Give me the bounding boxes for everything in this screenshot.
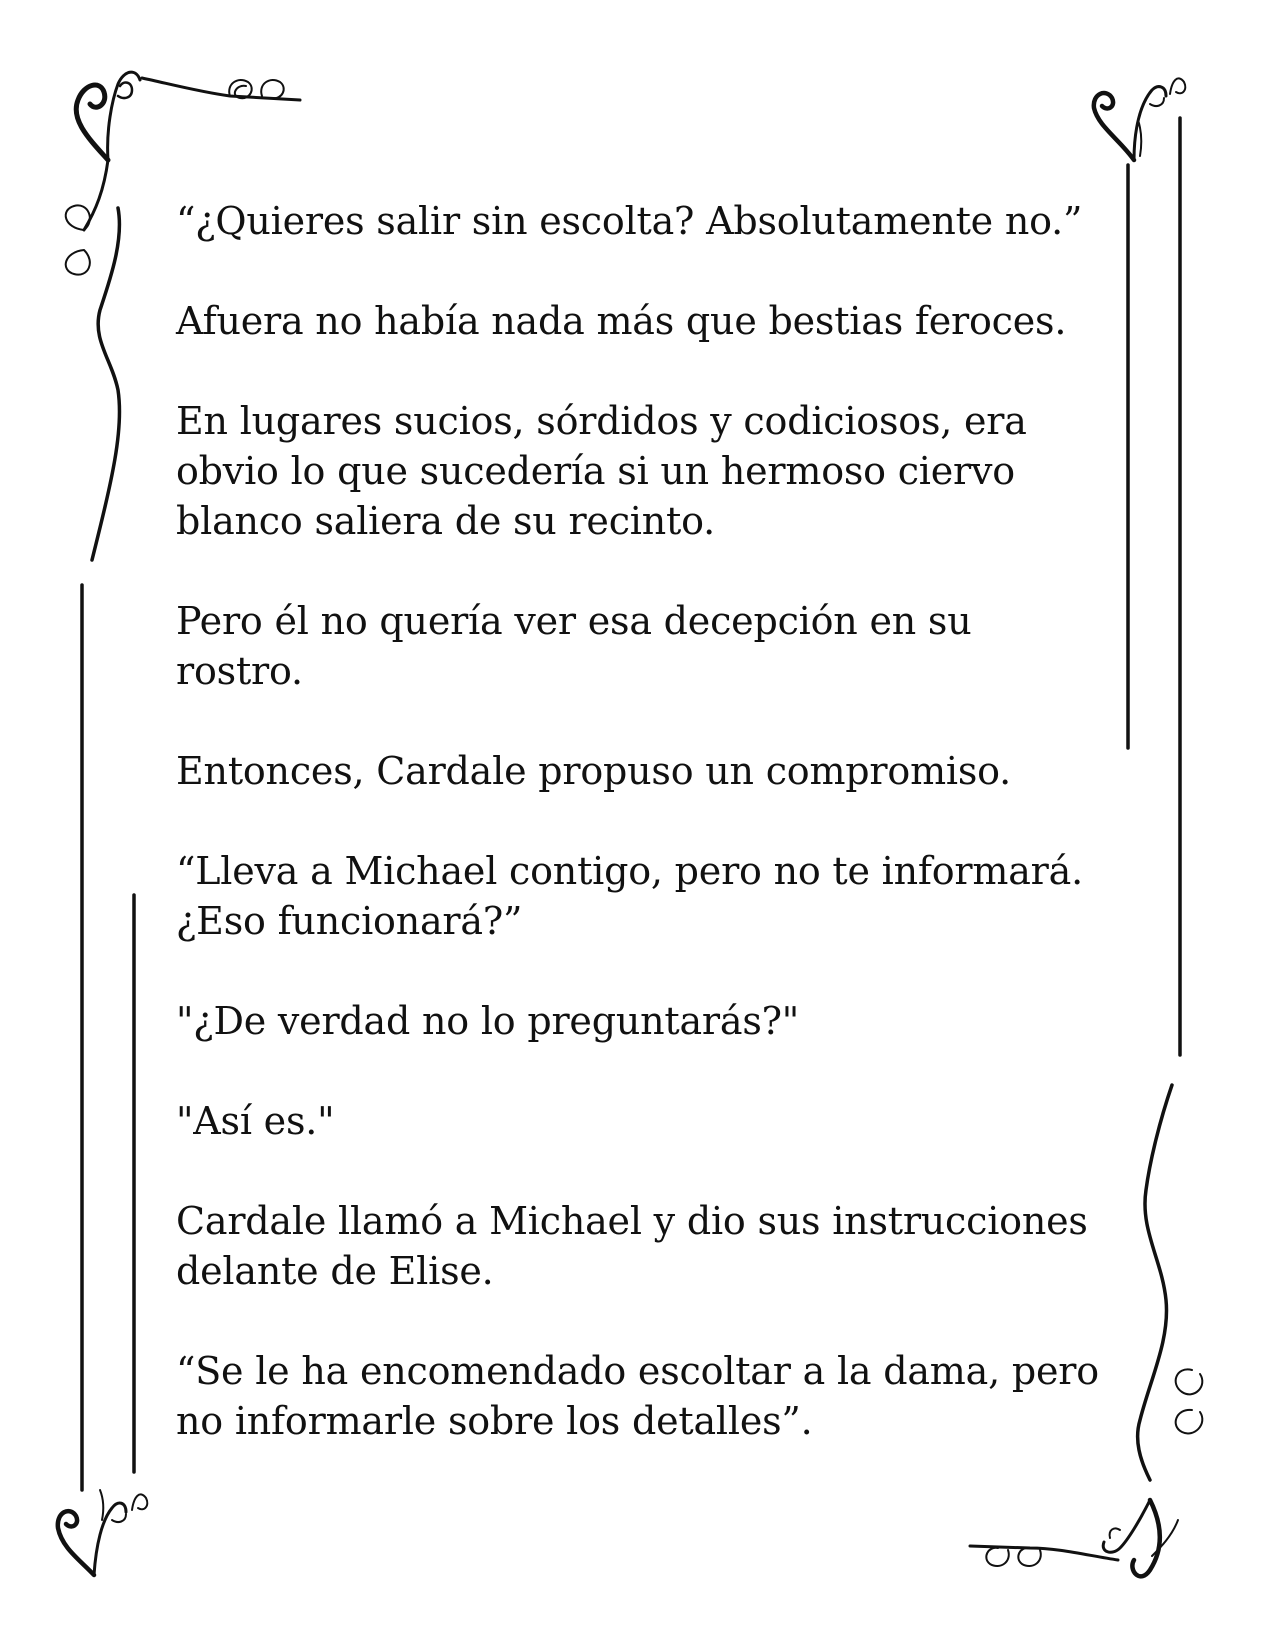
paragraph-3 xyxy=(176,396,1096,546)
paragraph-8 xyxy=(176,1096,1096,1146)
paragraph-5 xyxy=(176,746,1096,796)
paragraph-6 xyxy=(176,846,1096,946)
text-line: ¿Eso funcionará?” xyxy=(176,899,523,943)
text-line: En lugares sucios, sórdidos y codiciosos, era xyxy=(176,399,1027,443)
text-line: Afuera no había nada más que bestias feroces. xyxy=(176,299,1067,343)
text-line: “¿Quieres salir sin escolta? Absolutamente no.” xyxy=(176,199,1083,243)
top-right-flourish-icon xyxy=(1094,78,1185,160)
text-line: Cardale llamó a Michael y dio sus instrucciones xyxy=(176,1199,1088,1243)
bottom-left-flourish-icon xyxy=(58,1490,147,1575)
text-line: "Así es." xyxy=(176,1099,335,1143)
body-text xyxy=(176,196,1099,1496)
text-line: Pero él no quería ver esa decepción en su xyxy=(176,599,972,643)
text-line: “Lleva a Michael contigo, pero no te informará. xyxy=(176,849,1083,893)
text-line: obvio lo que sucedería si un hermoso ciervo xyxy=(176,449,1015,493)
paragraph-10 xyxy=(176,1346,1099,1446)
paragraph-4 xyxy=(176,596,1096,696)
text-line: "¿De verdad no lo preguntarás?" xyxy=(176,999,800,1043)
paragraph-2 xyxy=(176,296,1096,346)
text-line: delante de Elise. xyxy=(176,1249,494,1293)
paragraph-1 xyxy=(176,196,1096,246)
text-line: “Se le ha encomendado escoltar a la dama, pero xyxy=(176,1349,1099,1393)
text-line: no informarle sobre los detalles”. xyxy=(176,1399,813,1443)
paragraph-7 xyxy=(176,996,1096,1046)
paragraph-9 xyxy=(176,1196,1096,1296)
text-line: blanco saliera de su recinto. xyxy=(176,499,715,543)
text-line: rostro. xyxy=(176,649,303,693)
text-line: Entonces, Cardale propuso un compromiso. xyxy=(176,749,1012,793)
